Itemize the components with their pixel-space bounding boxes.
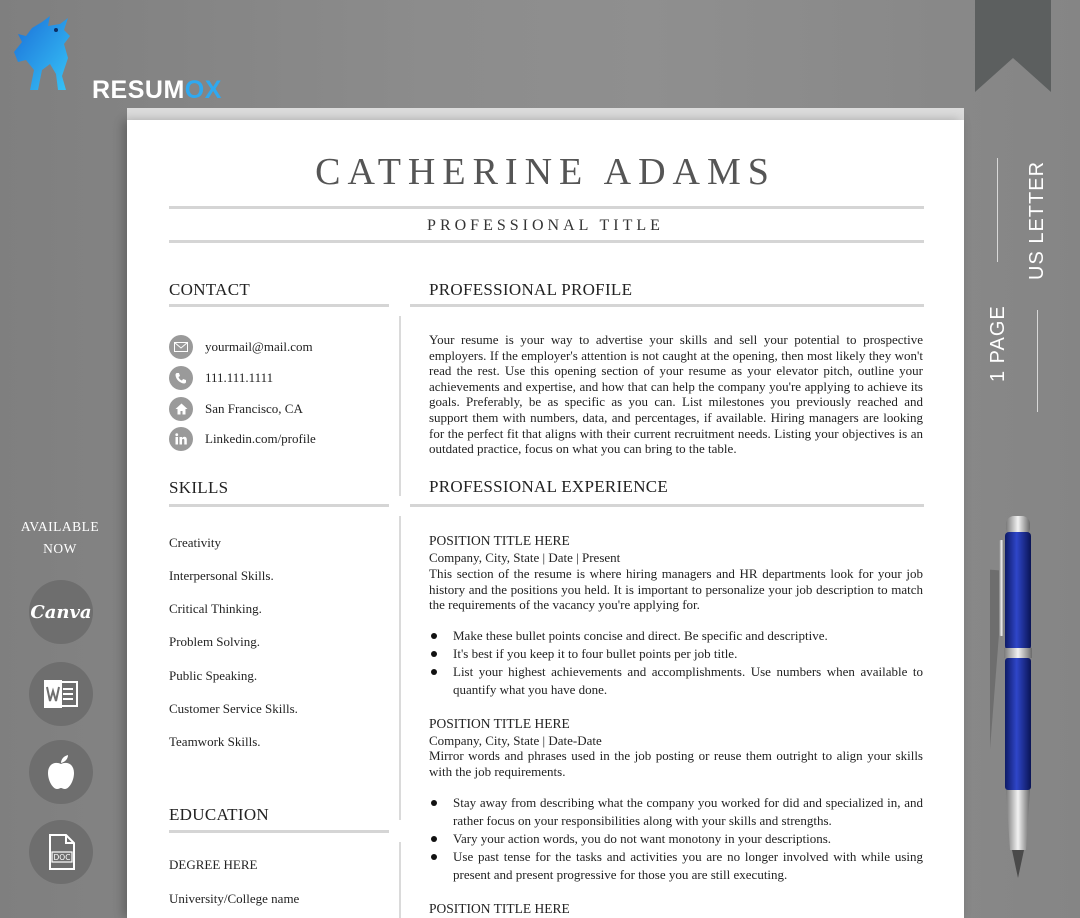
position-title: POSITION TITLE HERE bbox=[429, 901, 570, 916]
bullet-item: Use past tense for the tasks and activities you are no longer involved with while using present and present progressive for those you are still executing. bbox=[429, 848, 923, 884]
column-divider bbox=[399, 316, 401, 496]
side-divider bbox=[997, 158, 998, 262]
contact-location: San Francisco, CA bbox=[169, 396, 303, 422]
bullet-item: Stay away from describing what the company you worked for did and specialized in, and rather focus on your responsibilities along with your skills and strengths. bbox=[429, 794, 923, 830]
position-description: This section of the resume is where hiring managers and HR departments look for your job history and the positions you held. It is important to personalize your job description to match the requirements of the vacancy you're applying for. bbox=[429, 566, 923, 613]
side-divider bbox=[1037, 310, 1038, 412]
doc-file-icon bbox=[46, 834, 76, 870]
paper-top-edge bbox=[127, 108, 964, 120]
contact-email: yourmail@mail.com bbox=[169, 334, 313, 360]
word-icon bbox=[43, 679, 79, 709]
skill-item: Creativity bbox=[169, 535, 221, 550]
bullet-item: It's best if you keep it to four bullet points per job title. bbox=[429, 645, 923, 663]
contact-heading: CONTACT bbox=[169, 280, 251, 299]
bullet-item: Make these bullet points concise and direct. Be specific and descriptive. bbox=[429, 627, 923, 645]
format-label: US LETTER bbox=[1026, 160, 1048, 280]
skills-heading: SKILLS bbox=[169, 478, 229, 497]
position-company: Company, City, State | Date-Date bbox=[429, 733, 602, 748]
svg-text:DOC: DOC bbox=[53, 853, 71, 862]
canva-icon: Canva bbox=[30, 601, 92, 623]
contact-phone: 111.111.1111 bbox=[169, 365, 273, 391]
position-description: Mirror words and phrases used in the job posting or reuse them outright to align your skills with the job requirements. bbox=[429, 748, 923, 779]
skill-item: Critical Thinking. bbox=[169, 601, 262, 616]
skill-item: Teamwork Skills. bbox=[169, 734, 261, 749]
position-title: POSITION TITLE HERE bbox=[429, 716, 570, 731]
skill-item: Interpersonal Skills. bbox=[169, 568, 274, 583]
divider bbox=[169, 304, 389, 307]
skill-item: Problem Solving. bbox=[169, 634, 261, 649]
bull-logo-icon bbox=[12, 14, 82, 94]
contact-linkedin: Linkedin.com/profile bbox=[169, 426, 316, 452]
divider bbox=[410, 504, 924, 507]
skill-item: Public Speaking. bbox=[169, 668, 258, 683]
resume-page bbox=[127, 120, 964, 918]
profile-text: Your resume is your way to advertise your skills and sell your potential to prospective employers. If the employer's attention is not caught at the opening, then most likely they won't read the rest. Use this opening section of your resume as your elevator pitch, outline your achievements and expertise, and how that can help the company you're applying to achieve its goals. Preferably, be as specific as you can. List milestones you previously reached and support them with numbers, data, and percentages, if available. Hiring managers are looking for the perfect fit that aligns with their current recruitment needs. Listing your objectives is an outdated practice, focus on what you can bring to the table. bbox=[429, 332, 923, 457]
divider bbox=[169, 504, 389, 507]
position-bullets bbox=[429, 627, 923, 699]
column-divider bbox=[399, 516, 401, 820]
divider bbox=[410, 304, 924, 307]
mail-icon bbox=[169, 335, 193, 359]
profile-heading: PROFESSIONAL PROFILE bbox=[429, 280, 633, 299]
word-badge[interactable] bbox=[29, 662, 93, 726]
bullet-item: List your highest achievements and accomplishments. Use numbers when available to quantify what you have done. bbox=[429, 663, 923, 699]
experience-heading: PROFESSIONAL EXPERIENCE bbox=[429, 477, 669, 496]
position-title: POSITION TITLE HERE bbox=[429, 533, 570, 548]
now-label: NOW bbox=[43, 541, 77, 556]
school-text: University/College name bbox=[169, 891, 300, 906]
divider bbox=[169, 830, 389, 833]
available-label: AVAILABLE bbox=[20, 519, 100, 534]
education-heading: EDUCATION bbox=[169, 805, 269, 824]
position-bullets bbox=[429, 794, 923, 884]
fountain-pen-image bbox=[990, 510, 1050, 890]
doc-badge[interactable] bbox=[29, 820, 93, 884]
resume-name: CATHERINE ADAMS bbox=[315, 151, 776, 193]
divider bbox=[169, 240, 924, 243]
home-icon bbox=[169, 397, 193, 421]
position-company: Company, City, State | Date | Present bbox=[429, 550, 621, 565]
apple-badge[interactable] bbox=[29, 740, 93, 804]
brand-name: RESUMOX bbox=[92, 76, 222, 104]
apple-icon bbox=[45, 754, 77, 790]
professional-title: PROFESSIONAL TITLE bbox=[427, 217, 664, 234]
bullet-item: Vary your action words, you do not want monotony in your descriptions. bbox=[429, 830, 923, 848]
skill-item: Customer Service Skills. bbox=[169, 701, 298, 716]
pages-label: 1 PAGE bbox=[987, 305, 1009, 382]
divider bbox=[169, 206, 924, 209]
brand-logo[interactable] bbox=[12, 14, 222, 104]
bookmark-ribbon-icon bbox=[975, 0, 1051, 92]
linkedin-icon bbox=[169, 427, 193, 451]
canva-badge[interactable] bbox=[29, 580, 93, 644]
phone-icon bbox=[169, 366, 193, 390]
degree-text: DEGREE HERE bbox=[169, 857, 258, 872]
column-divider bbox=[399, 842, 401, 918]
